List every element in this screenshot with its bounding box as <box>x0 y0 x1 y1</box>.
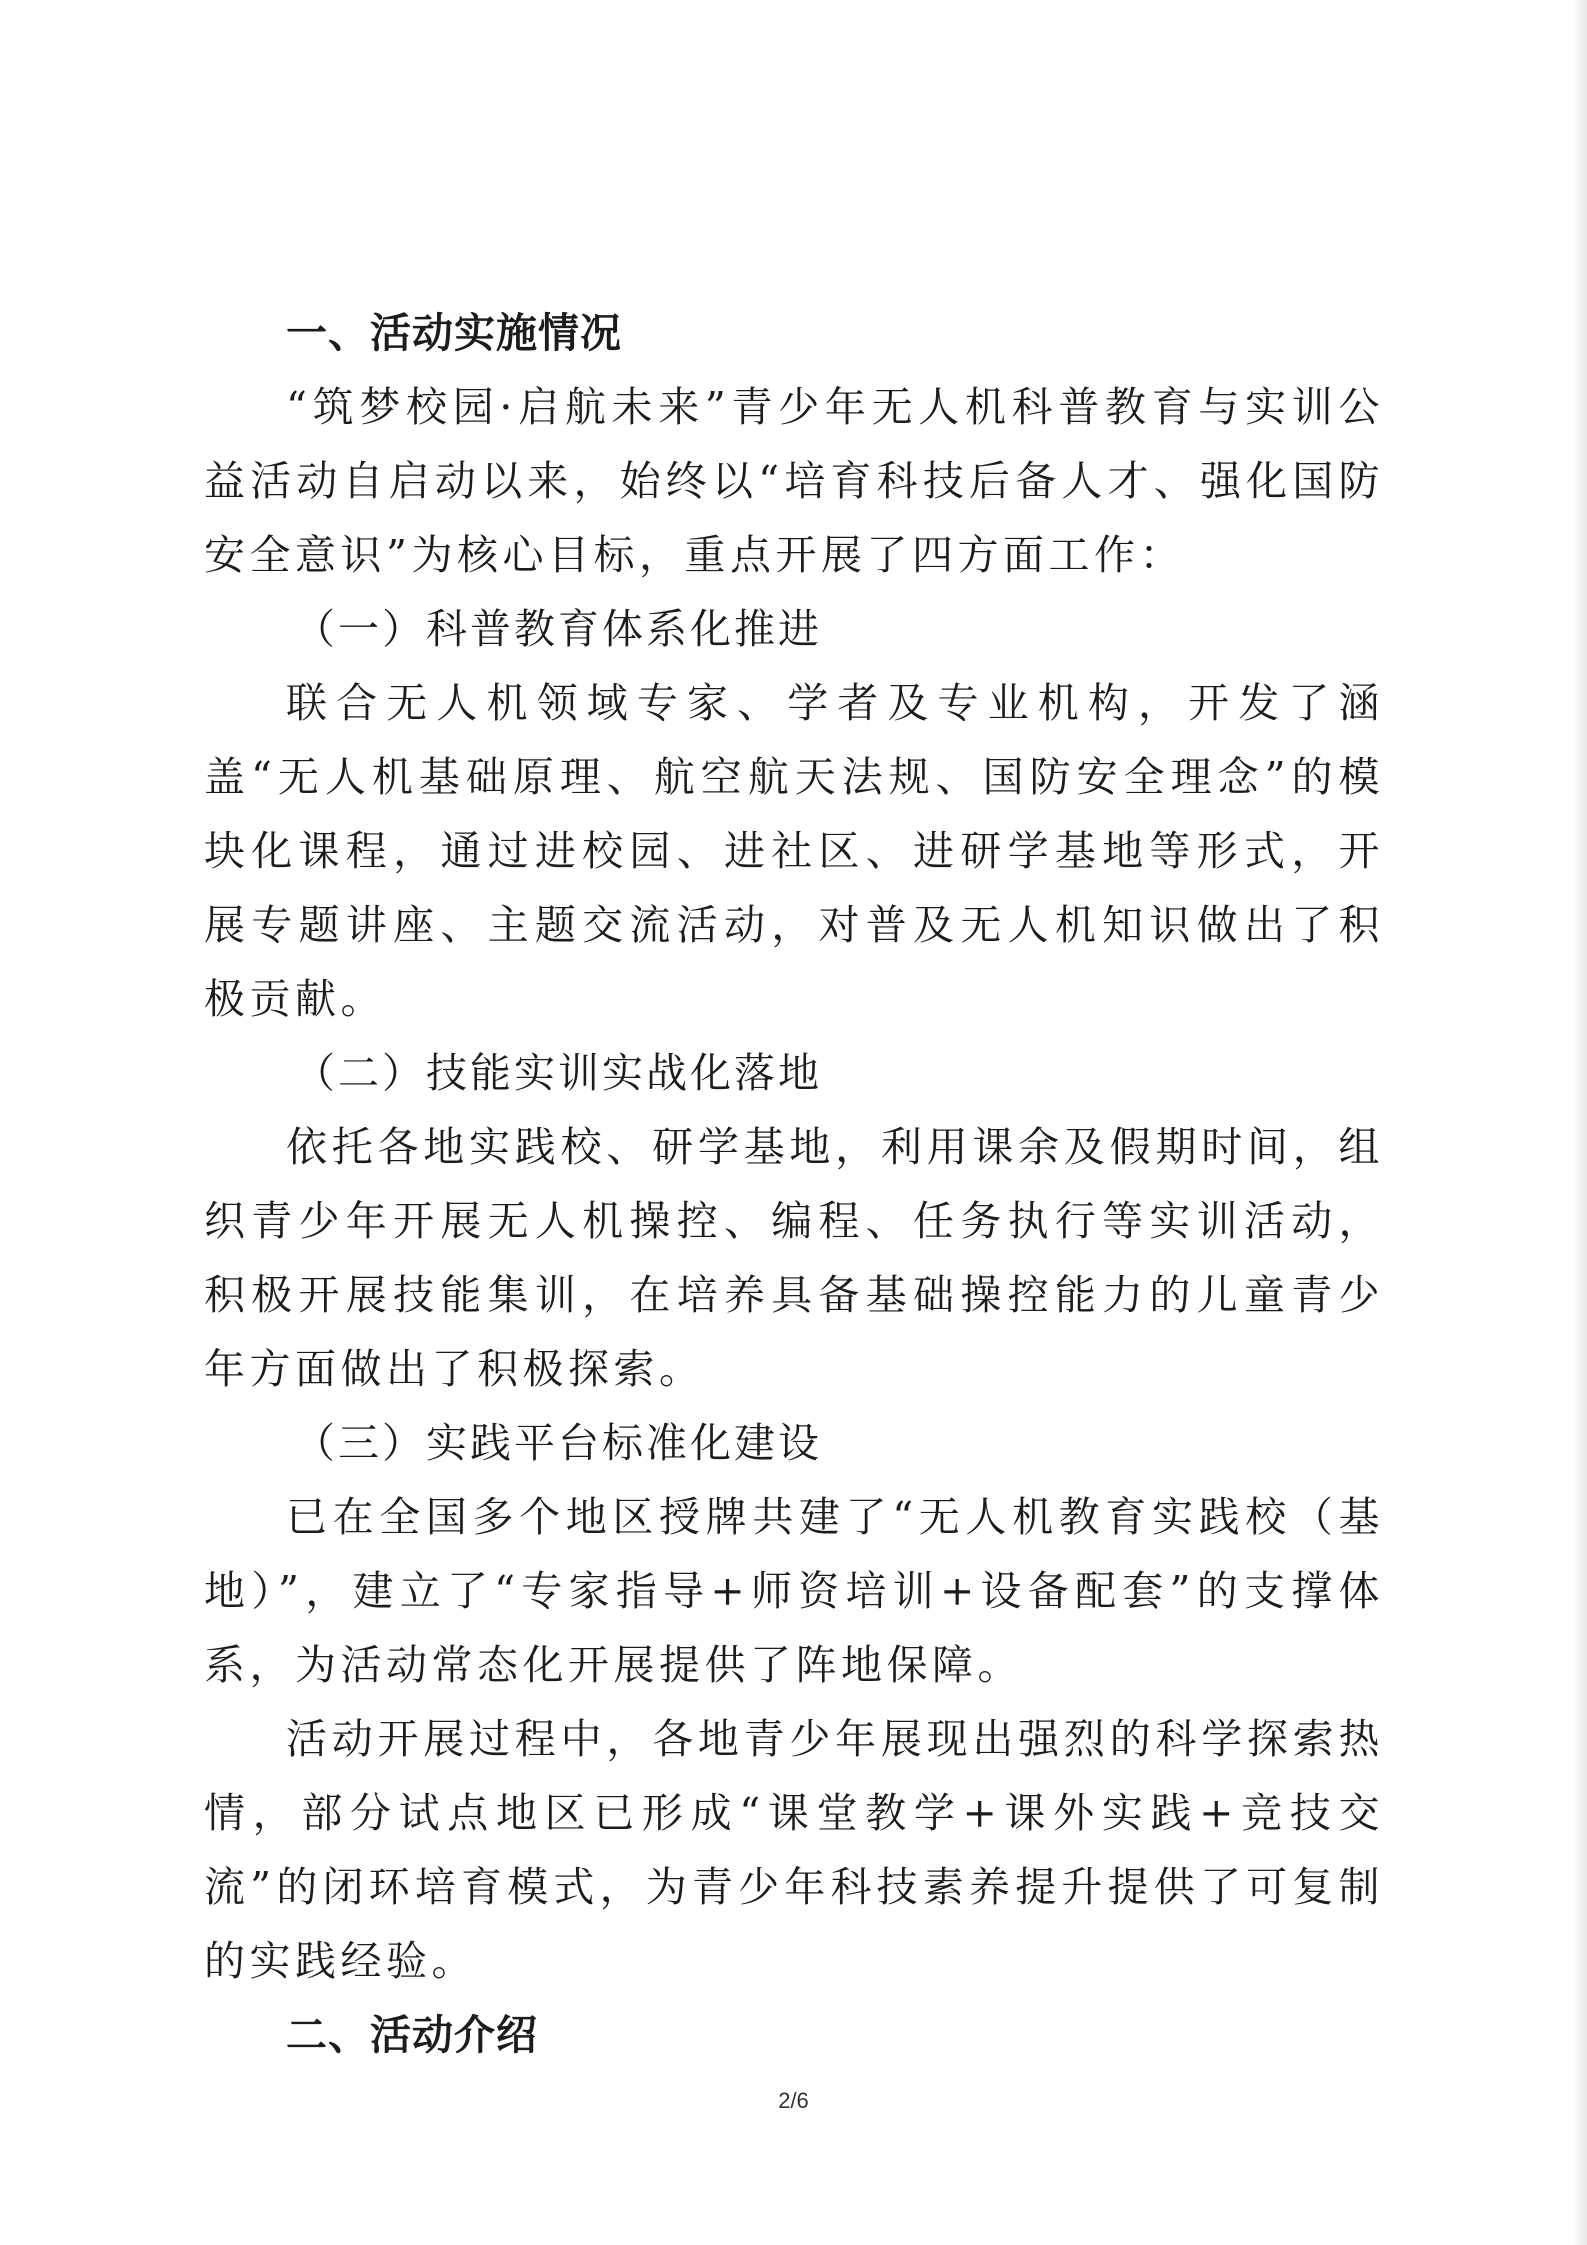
page-number: 2/6 <box>778 2088 809 2113</box>
paragraph-science-education: 联合无人机领域专家、学者及专业机构，开发了涵盖“无人机基础原理、航空航天法规、国防安全理念”的模块化课程，通过进校园、进社区、进研学基地等形式，开展专题讲座、主题交流活动，对普及无人机知识做出了积极贡献。 <box>204 679 1384 1023</box>
intro-paragraph: “筑梦校园·启航未来”青少年无人机科普教育与实训公益活动自启动以来，始终以“培育科技后备人才、强化国防安全意识”为核心目标，重点开展了四方面工作： <box>204 383 1384 579</box>
section-heading-introduction: 二、活动介绍 <box>286 2011 538 2059</box>
page-edge-shadow <box>1573 0 1587 2245</box>
paragraph-practice-platform: 已在全国多个地区授牌共建了“无人机教育实践校（基地）”，建立了“专家指导+师资培训+设备配套”的支撑体系，为活动常态化开展提供了阵地保障。 <box>204 1493 1384 1689</box>
section-heading-implementation: 一、活动实施情况 <box>286 309 622 357</box>
paragraph-skills-training: 依托各地实践校、研学基地，利用课余及假期时间，组织青少年开展无人机操控、编程、任务执行等实训活动，积极开展技能集训，在培养具备基础操控能力的儿童青少年方面做出了积极探索。 <box>204 1123 1384 1393</box>
paragraph-summary: 活动开展过程中，各地青少年展现出强烈的科学探索热情，部分试点地区已形成“课堂教学+课外实践+竞技交流”的闭环培育模式，为青少年科技素养提升提供了可复制的实践经验。 <box>204 1715 1384 1985</box>
document-body <box>204 296 1384 2072</box>
subheading-skills-training: （二）技能实训实战化落地 <box>294 1049 822 1097</box>
subheading-science-education: （一）科普教育体系化推进 <box>294 605 822 653</box>
subheading-practice-platform: （三）实践平台标准化建设 <box>294 1419 822 1467</box>
